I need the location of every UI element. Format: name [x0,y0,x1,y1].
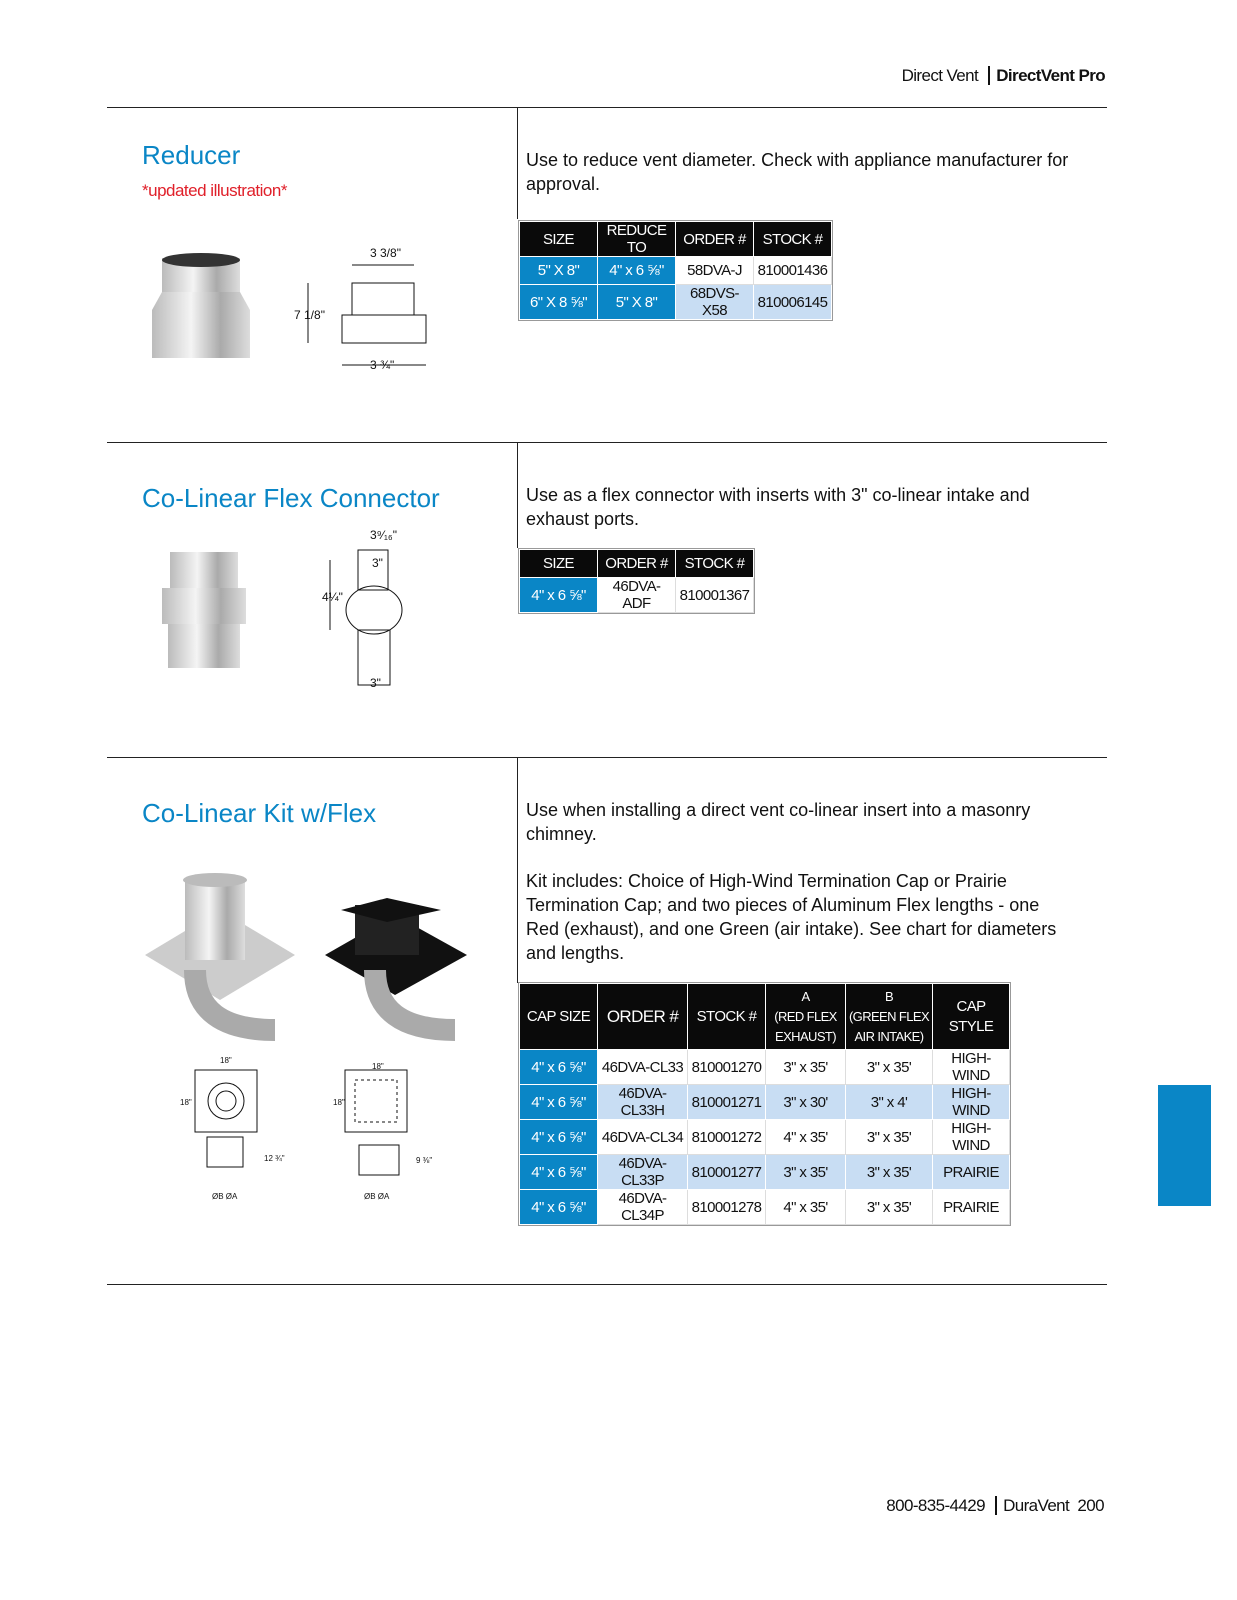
cell: PRAIRIE [933,1155,1010,1190]
col-header [846,984,933,1050]
flex-title: Co-Linear Flex Connector [142,483,440,513]
cell: 68DVS-X58 [676,285,754,320]
reducer-photo [148,250,258,370]
flex-table [519,549,754,613]
flex-description: Use as a flex connector with inserts with 3" co-linear intake and exhaust ports. [526,485,1030,529]
col-header: ORDER # [598,550,676,578]
divider [107,107,1107,108]
cell: 810001367 [676,578,754,613]
table-row [520,1085,1010,1120]
reducer-dim-bottom: 3 ¾" [370,358,395,372]
reducer-description: Use to reduce vent diameter. Check with appliance manufacturer for approval. [526,150,1069,194]
reducer-dim-top: 3 3/8" [370,246,401,260]
col-header: STOCK # [754,222,832,257]
cell: 4" x 6 ⅝" [520,1050,598,1085]
page-header [902,66,1105,86]
cell: 3" x 4' [846,1085,933,1120]
table-row [520,257,832,285]
col-header: SIZE [520,222,598,257]
cell: 5" X 8" [520,257,598,285]
cell: 3" x 35' [766,1155,846,1190]
kit-table [519,983,1010,1225]
flex-dim-top: 3⁹⁄₁₆" [370,528,397,542]
cell: 810001277 [688,1155,766,1190]
col-header: STOCK # [688,984,766,1050]
col-header: SIZE [520,550,598,578]
cell: 6" X 8 ⅝" [520,285,598,320]
kit-diagrams [175,1055,445,1205]
reducer-dim-height: 7 1/8" [294,308,325,322]
kit-description-2: Kit includes: Choice of High-Wind Termination Cap or Prairie Termination Cap; and two pieces of Aluminum Flex lengths - one Red (exhaust), and one Green (air intake). See chart for diameters and lengths. [526,871,1057,963]
cell: 4" x 6 ⅝" [520,1120,598,1155]
cell: 3" x 35' [846,1155,933,1190]
flex-photo [158,548,250,673]
kit-dim-w2: 18" [372,1062,384,1071]
cell: 46DVA-CL34P [598,1190,688,1225]
kit-photos [145,870,475,1045]
cell: HIGH-WIND [933,1120,1010,1155]
footer-phone: 800-835-4429 [886,1496,985,1515]
cell: HIGH-WIND [933,1085,1010,1120]
cell: 3" x 30' [766,1085,846,1120]
cell: 4" x 6 ⅝" [520,578,598,613]
cell: 810001271 [688,1085,766,1120]
kit-dim-w1: 18" [220,1056,232,1065]
cell: 46DVA-CL33 [598,1050,688,1085]
kit-dim-ht1: 12 ¾" [264,1154,285,1163]
col-header-sub: (RED FLEX EXHAUST) [774,1008,837,1044]
table-row [520,1120,1010,1155]
cell: 4" x 6 ⅝" [520,1190,598,1225]
cell: 58DVA-J [676,257,754,285]
footer-brand: DuraVent [1003,1496,1070,1515]
table-row [520,1155,1010,1190]
divider [517,757,518,983]
flex-diagram [320,530,420,700]
kit-dim-ht2: 9 ⅜" [416,1156,433,1165]
kit-description-1: Use when installing a direct vent co-linear insert into a masonry chimney. [526,800,1031,844]
section-tab [1158,1085,1211,1206]
col-header: ORDER # [598,984,688,1050]
cell: HIGH-WIND [933,1050,1010,1085]
cell: 5" X 8" [598,285,676,320]
cell: 810001272 [688,1120,766,1155]
cell: 810001278 [688,1190,766,1225]
reducer-note: *updated illustration* [142,181,287,200]
cell: 4" x 35' [766,1120,846,1155]
cell: 46DVA-ADF [598,578,676,613]
col-header-letter: B [884,988,894,1004]
page-number: 200 [1077,1496,1104,1515]
header-section: Direct Vent [901,66,979,85]
table-row [520,578,754,613]
kit-dim-ab2: ØB ØA [364,1192,390,1201]
col-header: STOCK # [676,550,754,578]
cell: 4" x 6 ⅝" [598,257,676,285]
col-header: REDUCE TO [598,222,676,257]
table-row [520,1190,1010,1225]
kit-title: Co-Linear Kit w/Flex [142,798,377,828]
kit-dim-ab1: ØB ØA [212,1192,238,1201]
reducer-title: Reducer [142,140,241,170]
header-product: DirectVent Pro [996,66,1105,85]
col-header: CAP STYLE [933,984,1010,1050]
table-row [520,285,832,320]
cell: 810006145 [754,285,832,320]
reducer-table [519,221,832,320]
flex-dim-inner: 3" [372,556,383,570]
cell: 4" x 35' [766,1190,846,1225]
divider [517,107,518,219]
col-header [766,984,846,1050]
flex-dim-bottom: 3" [370,676,381,690]
cell: 810001436 [754,257,832,285]
cell: PRAIRIE [933,1190,1010,1225]
cell: 3" x 35' [766,1050,846,1085]
kit-dim-h2: 18" [333,1098,345,1107]
divider [517,442,518,548]
cell: 3" x 35' [846,1120,933,1155]
cell: 4" x 6 ⅝" [520,1155,598,1190]
table-row [520,1050,1010,1085]
col-header-sub: (GREEN FLEX AIR INTAKE) [848,1008,930,1044]
divider [107,1284,1107,1285]
flex-dim-height: 4¼" [322,590,343,604]
cell: 3" x 35' [846,1050,933,1085]
cell: 46DVA-CL33P [598,1155,688,1190]
cell: 4" x 6 ⅝" [520,1085,598,1120]
divider [107,757,1107,758]
cell: 46DVA-CL34 [598,1120,688,1155]
col-header: ORDER # [676,222,754,257]
kit-dim-h1: 18" [180,1098,192,1107]
divider [107,442,1107,443]
cell: 3" x 35' [846,1190,933,1225]
page-footer [886,1496,1104,1516]
col-header: CAP SIZE [520,984,598,1050]
cell: 46DVA-CL33H [598,1085,688,1120]
cell: 810001270 [688,1050,766,1085]
col-header-letter: A [801,988,810,1004]
